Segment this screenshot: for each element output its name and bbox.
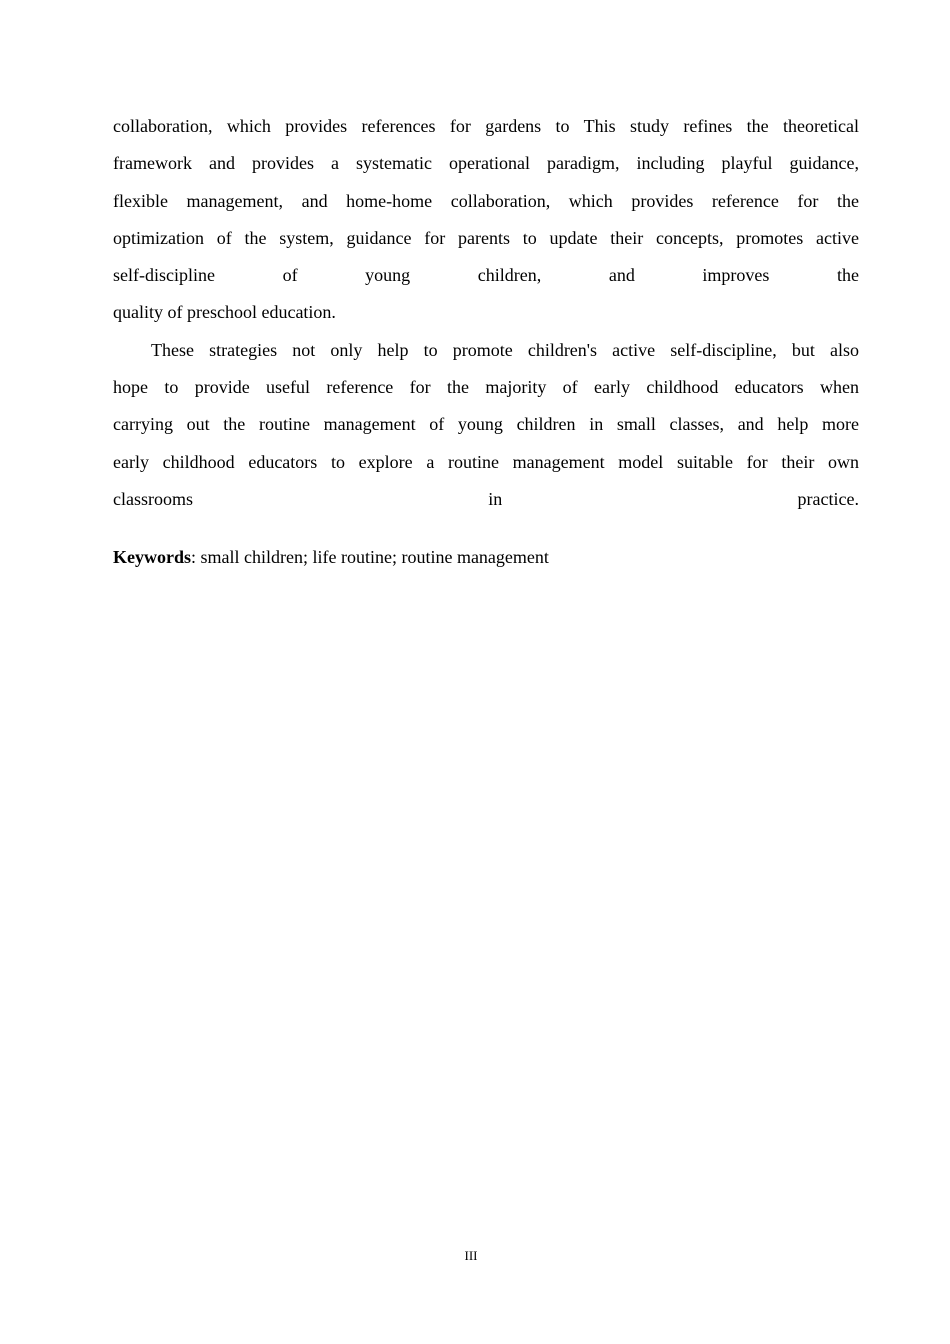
abstract-body [113,108,859,518]
keywords-separator: : [191,547,197,567]
text-line: early childhood educators to explore a routine management model suitable for their own [113,451,859,472]
text-line: flexible management, and home-home collaboration, which provides reference for the [113,190,859,211]
abstract-paragraph-2 [113,332,859,518]
text-line: quality of preschool education. [113,302,336,323]
text-line: optimization of the system, guidance for parents to update their concepts, promotes active [113,227,859,248]
text-line: self-discipline of young children, and improves the [113,265,859,286]
text-line: These strategies not only help to promote children's active self-discipline, but also [151,339,859,360]
keywords-line [113,540,549,574]
text-line: classrooms in practice. [113,488,859,509]
text-line: framework and provides a systematic operational paradigm, including playful guidance, [113,153,859,174]
text-line: carrying out the routine management of young children in small classes, and help more [113,414,859,435]
text-line: collaboration, which provides references for gardens to This study refines the theoretical [113,116,859,136]
text-line: hope to provide useful reference for the majority of early childhood educators when [113,377,859,398]
abstract-paragraph-1 [113,108,859,332]
keywords-label: Keywords [113,547,191,567]
keywords-text: small children; life routine; routine management [196,547,549,567]
page-number: III [464,1248,478,1263]
